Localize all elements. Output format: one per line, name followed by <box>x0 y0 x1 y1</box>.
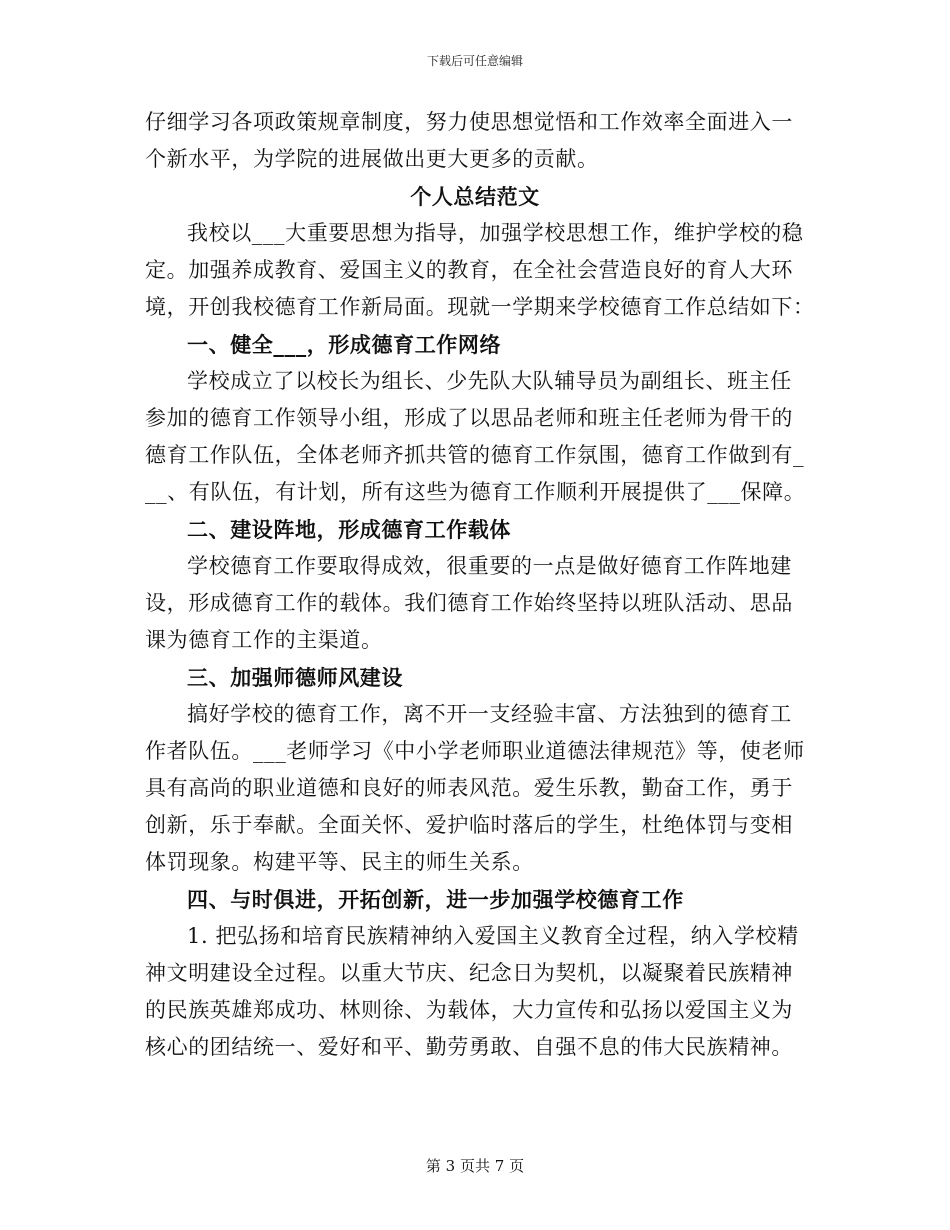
text-line: 境，开创我校德育工作新局面。现就一学期来学校德育工作总结如下： <box>145 295 815 319</box>
paragraph-start-line: 1. 把弘扬和培育民族精神纳入爱国主义教育全过程，纳入学校精 <box>187 924 799 948</box>
paragraph-start-line: 搞好学校的德育工作，离不开一支经验丰富、方法独到的德育工 <box>187 702 792 726</box>
text-line: 德育工作队伍，全体老师齐抓共管的德育工作氛围，德育工作做到有_ <box>145 443 805 467</box>
text-line: 仔细学习各项政策规章制度，努力使思想觉悟和工作效率全面进入一 <box>145 110 793 134</box>
document-title: 个人总结范文 <box>410 184 540 209</box>
text-line: 设，形成德育工作的载体。我们德育工作始终坚持以班队活动、思品 <box>145 591 793 615</box>
text-line: 定。加强养成教育、爱国主义的教育，在全社会营造良好的育人大环 <box>145 258 793 282</box>
text-line: 个新水平，为学院的进展做出更大更多的贡献。 <box>145 147 599 171</box>
text-line: __、有队伍，有计划，所有这些为德育工作顺利开展提供了___保障。 <box>145 480 806 504</box>
section-heading: 三、加强师德师风建设 <box>187 665 403 690</box>
text-line: 参加的德育工作领导小组，形成了以思品老师和班主任老师为骨干的 <box>145 406 793 430</box>
section-heading: 四、与时俱进，开拓创新，进一步加强学校德育工作 <box>187 887 684 912</box>
paragraph-start-line: 学校德育工作要取得成效，很重要的一点是做好德育工作阵地建 <box>187 554 792 578</box>
text-line: 课为德育工作的主渠道。 <box>145 628 383 652</box>
page-number: 第 3 页共 7 页 <box>425 1157 525 1175</box>
section-heading: 二、建设阵地，形成德育工作载体 <box>187 517 511 542</box>
text-line: 神文明建设全过程。以重大节庆、纪念日为契机，以凝聚着民族精神 <box>145 961 793 985</box>
text-line: 体罚现象。构建平等、民主的师生关系。 <box>145 850 534 874</box>
header-note: 下载后可任意编辑 <box>426 54 523 68</box>
text-line: 具有高尚的职业道德和良好的师表风范。爱生乐教，勤奋工作，勇于 <box>145 776 793 800</box>
text-line: 创新，乐于奉献。全面关怀、爱护临时落后的学生，杜绝体罚与变相 <box>145 813 793 837</box>
text-line: 作者队伍。___老师学习《中小学老师职业道德法律规范》等，使老师 <box>145 739 805 763</box>
section-heading: 一、健全___，形成德育工作网络 <box>187 332 502 357</box>
paragraph-start-line: 学校成立了以校长为组长、少先队大队辅导员为副组长、班主任 <box>187 369 792 393</box>
text-line: 核心的团结统一、爱好和平、勤劳勇敢、自强不息的伟大民族精神。 <box>145 1035 793 1059</box>
paragraph-start-line: 我校以___大重要思想为指导，加强学校思想工作，维护学校的稳 <box>187 221 804 245</box>
document-body <box>145 104 815 1066</box>
text-line: 的民族英雄郑成功、林则徐、为载体，大力宣传和弘扬以爱国主义为 <box>145 998 793 1022</box>
